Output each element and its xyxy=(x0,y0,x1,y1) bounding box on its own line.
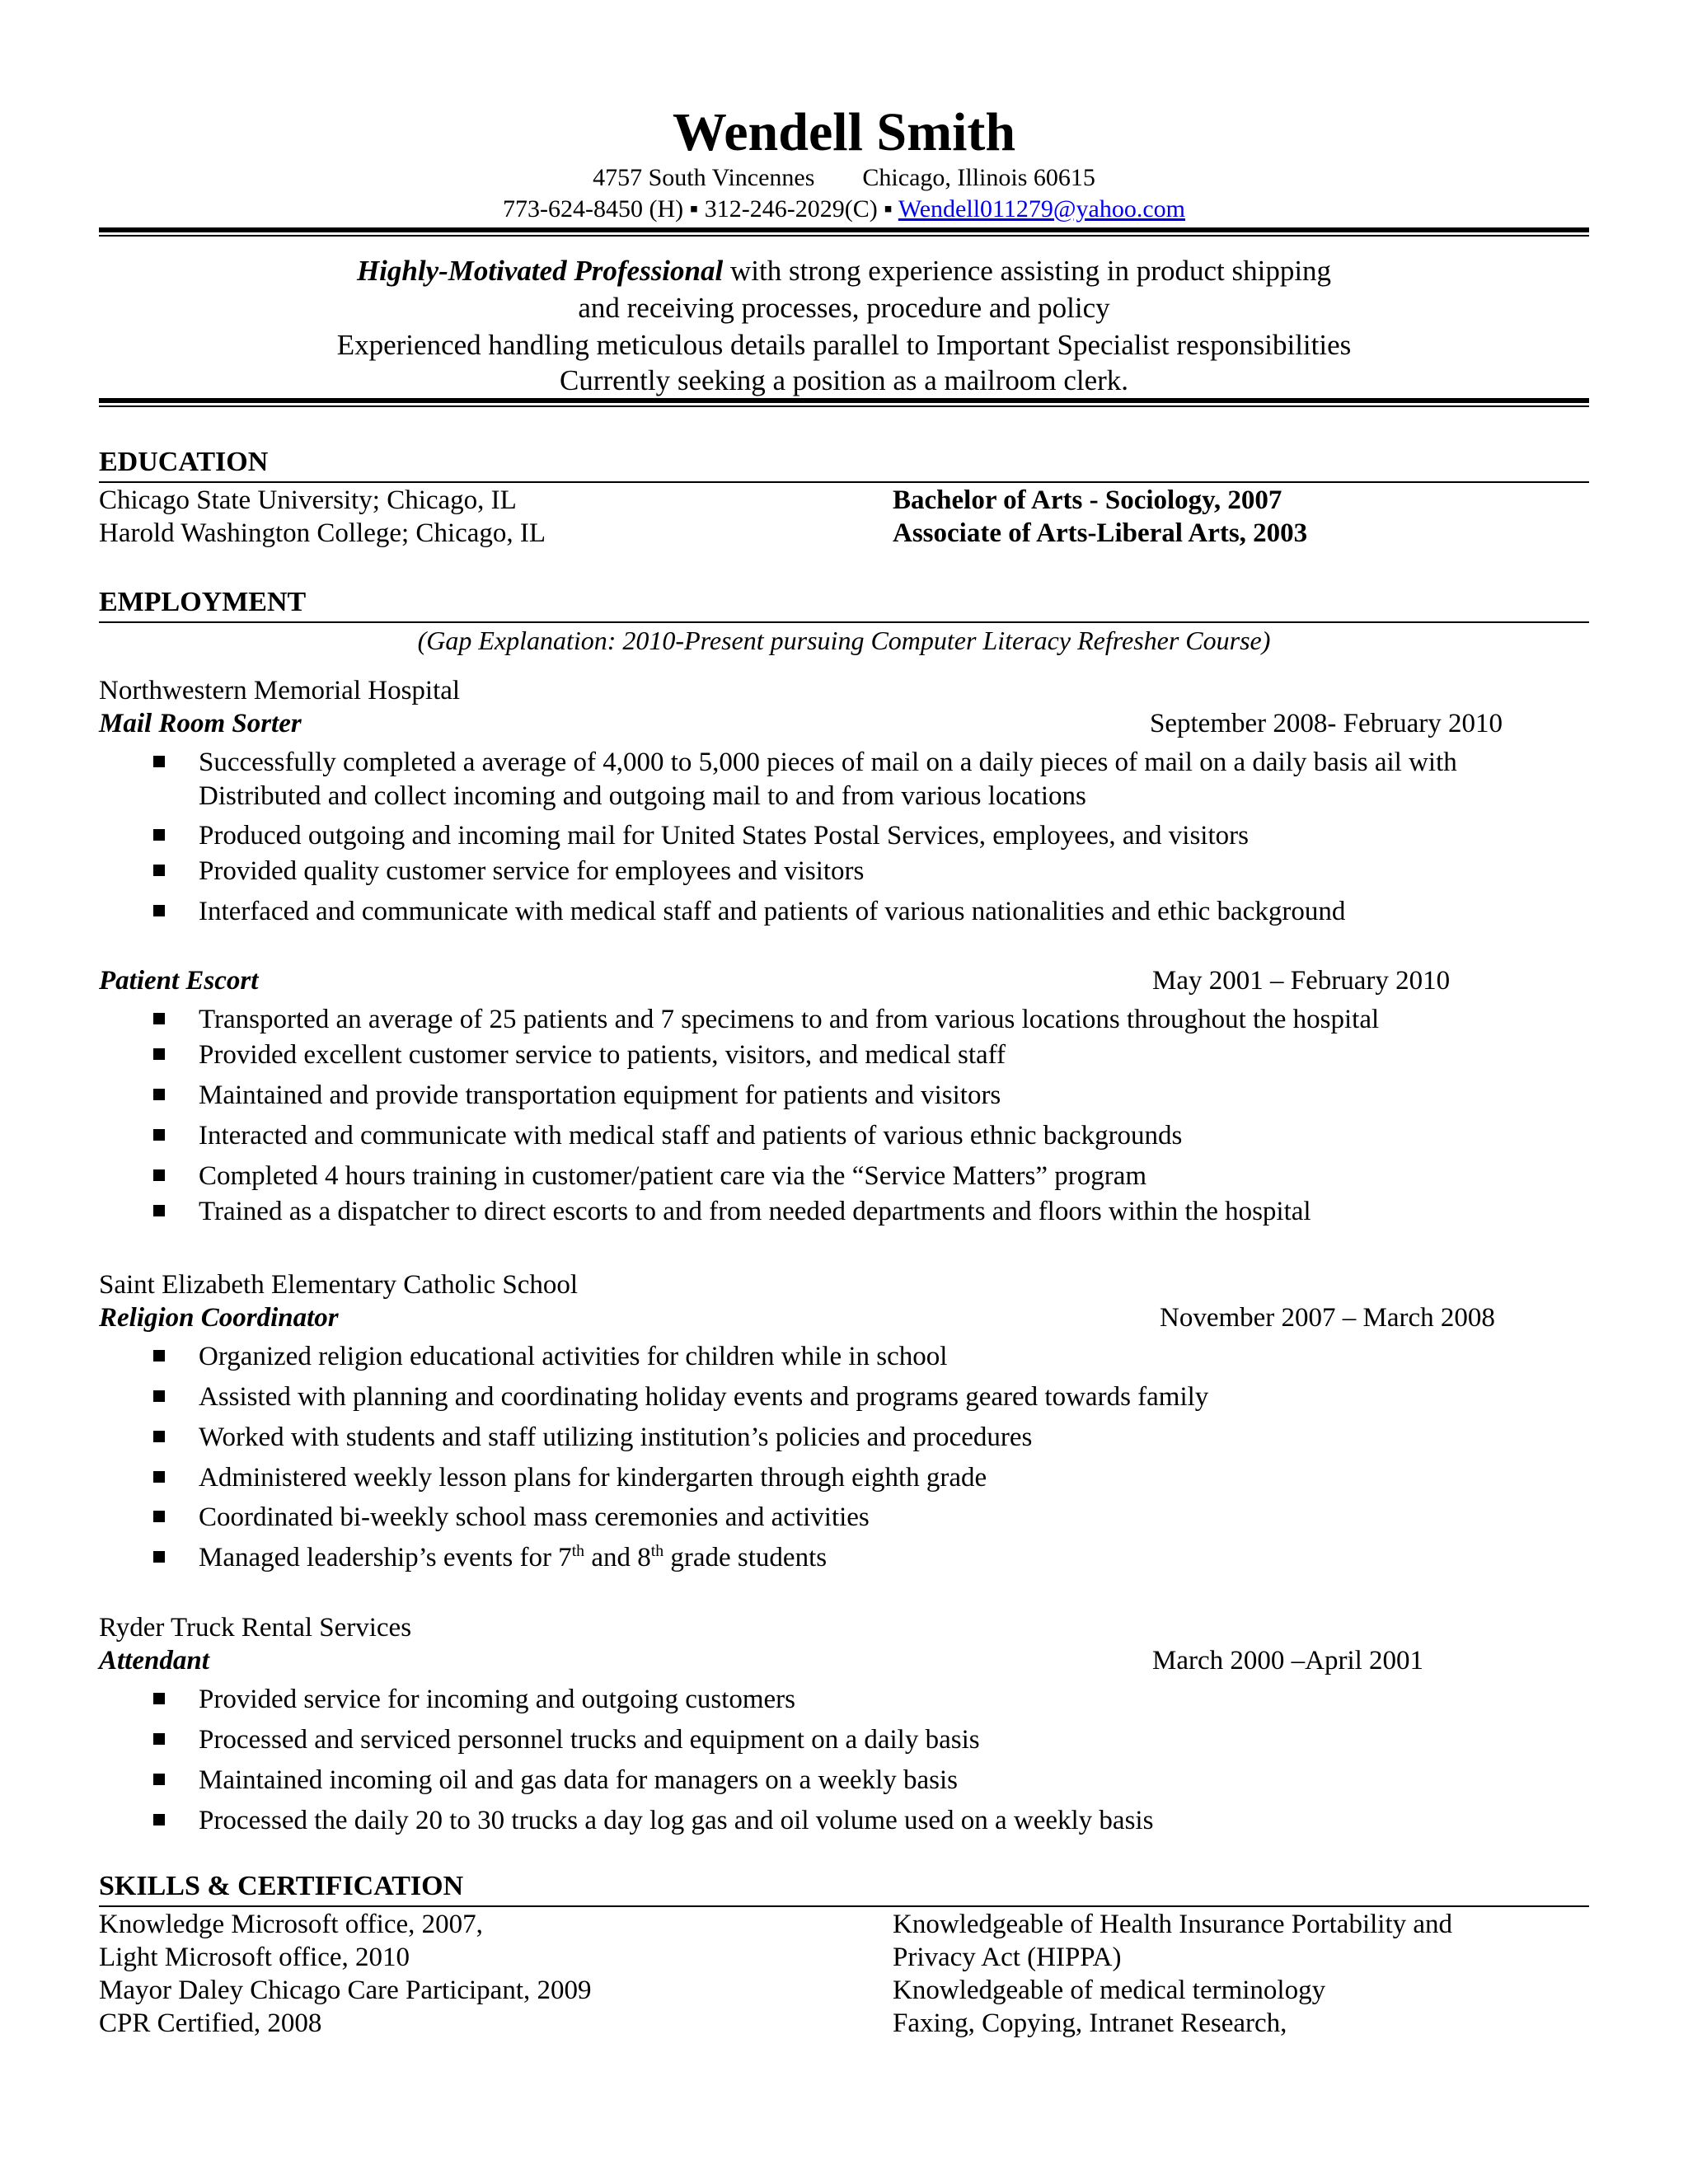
job-bullet: Interfaced and communicate with medical staff and patients of various nationalities and ethic background xyxy=(199,897,1346,926)
summary-line-4: Currently seeking a position as a mailroom clerk. xyxy=(559,364,1129,396)
education-degree-1: Bachelor of Arts - Sociology, 2007 xyxy=(893,485,1282,515)
job-title: Attendant xyxy=(99,1646,209,1675)
gap-explanation: (Gap Explanation: 2010-Present pursuing Computer Literacy Refresher Course) xyxy=(417,626,1271,655)
job-bullet: Provided excellent customer service to patients, visitors, and medical staff xyxy=(199,1040,1006,1070)
summary-line-3: Experienced handling meticulous details parallel to Important Specialist responsibilities xyxy=(336,329,1352,361)
bullet-icon xyxy=(153,1390,165,1402)
bullet-text-part: and 8 xyxy=(584,1543,651,1572)
bullet-icon xyxy=(153,1814,165,1825)
job-bullet: Worked with students and staff utilizing institution’s policies and procedures xyxy=(199,1422,1033,1452)
job-bullet: Administered weekly lesson plans for kindergarten through eighth grade xyxy=(199,1463,987,1493)
job-dates: March 2000 –April 2001 xyxy=(1152,1646,1424,1675)
bullet-icon xyxy=(153,829,165,841)
job-bullet: Trained as a dispatcher to direct escorts to and from needed departments and floors within the hospital xyxy=(199,1197,1311,1226)
bullet-icon xyxy=(153,1048,165,1060)
bullet-text-part: grade students xyxy=(663,1543,828,1572)
bullet-icon xyxy=(153,1551,165,1563)
employer-name: Ryder Truck Rental Services xyxy=(99,1613,412,1643)
bullet-icon xyxy=(153,1169,165,1181)
bullet-icon xyxy=(153,1431,165,1442)
employment-rule xyxy=(99,621,1589,623)
job-dates: May 2001 – February 2010 xyxy=(1152,966,1451,996)
header-rule-thick xyxy=(99,227,1589,232)
job-bullet: Completed 4 hours training in customer/patient care via the “Service Matters” program xyxy=(199,1161,1147,1191)
job-bullet: Interacted and communicate with medical staff and patients of various ethnic backgrounds xyxy=(199,1121,1183,1151)
job-dates: November 2007 – March 2008 xyxy=(1160,1303,1495,1333)
job-bullet: Maintained incoming oil and gas data for managers on a weekly basis xyxy=(199,1765,958,1795)
job-title: Religion Coordinator xyxy=(99,1303,339,1333)
bullet-icon xyxy=(153,1129,165,1141)
street-address: 4757 South Vincennes xyxy=(593,164,815,191)
job-dates: September 2008- February 2010 xyxy=(1150,709,1503,738)
ordinal-suffix: th xyxy=(571,1542,585,1560)
job-bullet: Provided service for incoming and outgoing customers xyxy=(199,1685,796,1714)
summary-line-1 xyxy=(0,253,1688,289)
bullet-icon xyxy=(153,1511,165,1522)
bullet-icon xyxy=(153,1089,165,1100)
job-bullet: Produced outgoing and incoming mail for United States Postal Services, employees, and visitors xyxy=(199,821,1249,851)
bullet-icon xyxy=(153,1350,165,1361)
phone-email-line xyxy=(0,194,1688,225)
summary-line-1-rest: with strong experience assisting in product shipping xyxy=(723,255,1332,287)
job-bullet: Successfully completed a average of 4,000 to 5,000 pieces of mail on a daily pieces of mail on a daily basis ail with xyxy=(199,748,1457,777)
job-bullet: Maintained and provide transportation equipment for patients and visitors xyxy=(199,1080,1001,1110)
job-bullet: Provided quality customer service for employees and visitors xyxy=(199,856,865,886)
skill-item: CPR Certified, 2008 xyxy=(99,2008,322,2038)
skill-item: Light Microsoft office, 2010 xyxy=(99,1943,410,1972)
education-school-1: Chicago State University; Chicago, IL xyxy=(99,485,517,515)
summary-line-2: and receiving processes, procedure and policy xyxy=(578,292,1110,324)
education-rule xyxy=(99,481,1589,483)
job-bullet: Coordinated bi-weekly school mass ceremonies and activities xyxy=(199,1502,870,1532)
job-title: Mail Room Sorter xyxy=(99,709,302,738)
bullet-icon xyxy=(153,1733,165,1745)
employer-name: Northwestern Memorial Hospital xyxy=(99,676,461,705)
summary-rule-thin xyxy=(99,405,1589,407)
job-bullet-continuation: Distributed and collect incoming and outgoing mail to and from various locations xyxy=(199,781,1086,811)
ordinal-suffix: th xyxy=(650,1542,664,1560)
header-rule-thin xyxy=(99,235,1589,237)
education-degree-2: Associate of Arts-Liberal Arts, 2003 xyxy=(893,518,1308,548)
job-bullet: Processed the daily 20 to 30 trucks a day log gas and oil volume used on a weekly basis xyxy=(199,1806,1154,1835)
bullet-icon xyxy=(153,905,165,916)
bullet-icon xyxy=(153,865,165,876)
summary-rule-thick xyxy=(99,398,1589,403)
job-bullet: Organized religion educational activities for children while in school xyxy=(199,1342,948,1371)
bullet-icon xyxy=(153,1693,165,1704)
employment-heading: EMPLOYMENT xyxy=(99,587,307,617)
job-bullet: Processed and serviced personnel trucks and equipment on a daily basis xyxy=(199,1725,980,1755)
summary-highlight: Highly-Motivated Professional xyxy=(356,255,724,287)
job-bullet: Assisted with planning and coordinating holiday events and programs geared towards family xyxy=(199,1382,1209,1412)
bullet-icon xyxy=(153,756,165,767)
address-line xyxy=(0,162,1688,194)
education-heading: EDUCATION xyxy=(99,447,269,477)
bullet-text-part: Managed leadership’s events for 7 xyxy=(199,1543,572,1572)
skill-item: Mayor Daley Chicago Care Participant, 2009 xyxy=(99,1975,592,2005)
skill-item: Knowledgeable of Health Insurance Portability and xyxy=(893,1910,1453,1939)
bullet-icon xyxy=(153,1205,165,1216)
candidate-name: Wendell Smith xyxy=(672,102,1016,162)
bullet-icon xyxy=(153,1013,165,1024)
bullet-icon xyxy=(153,1774,165,1785)
job-bullet: Transported an average of 25 patients and 7 specimens to and from various locations throughout the hospital xyxy=(199,1005,1380,1034)
education-school-2: Harold Washington College; Chicago, IL xyxy=(99,518,546,548)
skill-item: Knowledgeable of medical terminology xyxy=(893,1975,1326,2005)
phone-numbers: 773-624-8450 (H) ▪ 312-246-2029(C) ▪ xyxy=(502,195,893,223)
job-bullet xyxy=(199,1541,827,1574)
skill-item: Faxing, Copying, Intranet Research, xyxy=(893,2008,1287,2038)
skill-item: Privacy Act (HIPPA) xyxy=(893,1943,1122,1972)
bullet-icon xyxy=(153,1471,165,1483)
employer-name: Saint Elizabeth Elementary Catholic School xyxy=(99,1270,579,1300)
city-state-zip: Chicago, Illinois 60615 xyxy=(862,164,1095,191)
email-link[interactable]: Wendell011279@yahoo.com xyxy=(898,195,1186,223)
skills-heading: SKILLS & CERTIFICATION xyxy=(99,1871,464,1901)
job-title: Patient Escort xyxy=(99,966,259,996)
skill-item: Knowledge Microsoft office, 2007, xyxy=(99,1910,483,1939)
skills-rule xyxy=(99,1905,1589,1907)
